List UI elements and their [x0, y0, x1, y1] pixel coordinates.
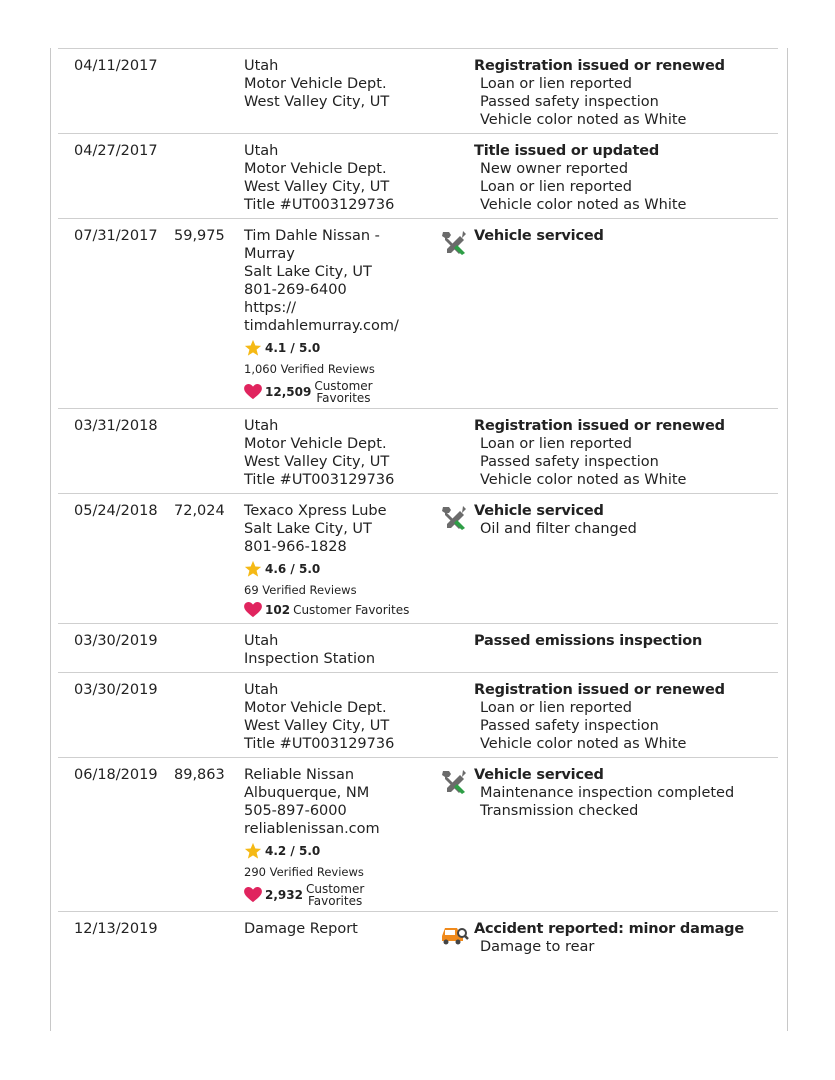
- favorites-label-line: Customer: [305, 882, 365, 896]
- history-row: [58, 494, 778, 624]
- record-date: 12/13/2019: [74, 921, 158, 937]
- source-line: Utah: [244, 418, 279, 434]
- favorites-label-line: Customer: [314, 379, 373, 393]
- source-line: 801-269-6400: [244, 282, 347, 298]
- source-line: Utah: [244, 633, 279, 649]
- damage-report-icon: [439, 922, 469, 946]
- source-line: Utah: [244, 682, 279, 698]
- rating-value: 4.2 / 5.0: [265, 844, 321, 858]
- event-title: Vehicle serviced: [474, 503, 604, 519]
- source-line: West Valley City, UT: [244, 179, 390, 195]
- verified-reviews[interactable]: 69 Verified Reviews: [244, 583, 357, 597]
- event-title: Vehicle serviced: [474, 767, 604, 783]
- source-line: Inspection Station: [244, 651, 376, 667]
- star-icon: [244, 560, 262, 578]
- record-source: [244, 920, 434, 956]
- record-odometer: [174, 681, 244, 753]
- favorites-label: [314, 380, 372, 404]
- event-detail: New owner reported: [480, 161, 629, 177]
- record-source: [244, 57, 434, 129]
- history-row: [58, 673, 778, 758]
- record-date: 03/30/2019: [74, 682, 158, 698]
- source-line: Utah: [244, 58, 279, 74]
- record-source: [244, 142, 434, 214]
- record-odometer: [174, 142, 244, 214]
- icon-cell: [434, 681, 474, 753]
- favorites-label-line: Favorites: [316, 391, 371, 405]
- icon-cell: [434, 57, 474, 129]
- heart-icon: [244, 384, 262, 400]
- icon-cell: [434, 632, 474, 668]
- record-odometer: [174, 920, 244, 956]
- record-source: [244, 681, 434, 753]
- event-detail: Passed safety inspection: [480, 718, 659, 734]
- record-date: 03/31/2018: [74, 418, 158, 434]
- favorites-label: [293, 604, 409, 616]
- source-line: Damage Report: [244, 921, 358, 937]
- customer-favorites: [244, 601, 434, 619]
- record-comments: [474, 920, 778, 956]
- event-detail: Loan or lien reported: [480, 76, 633, 92]
- rating: [244, 339, 434, 357]
- record-source: [244, 227, 434, 404]
- event-title: Passed emissions inspection: [474, 633, 703, 649]
- event-detail: Vehicle color noted as White: [480, 472, 687, 488]
- event-title: Accident reported: minor damage: [474, 921, 745, 937]
- event-detail: Loan or lien reported: [480, 436, 633, 452]
- source-line: Title #UT003129736: [244, 197, 395, 213]
- event-title: Registration issued or renewed: [474, 682, 725, 698]
- record-comments: [474, 632, 778, 668]
- favorites-count: 2,932: [265, 888, 303, 902]
- event-title: Registration issued or renewed: [474, 58, 725, 74]
- record-comments: [474, 57, 778, 129]
- source-line: Salt Lake City, UT: [244, 521, 372, 537]
- history-row: [58, 409, 778, 494]
- icon-cell: [434, 227, 474, 404]
- event-detail: Loan or lien reported: [480, 179, 633, 195]
- record-odometer: [174, 57, 244, 129]
- source-line: West Valley City, UT: [244, 94, 390, 110]
- record-odometer: 89,863: [174, 767, 225, 783]
- service-tools-icon: [439, 229, 469, 255]
- record-comments: [474, 142, 778, 214]
- source-line: Tim Dahle Nissan -: [244, 228, 380, 244]
- record-source: [244, 632, 434, 668]
- source-line: 801-966-1828: [244, 539, 347, 555]
- favorites-count: 102: [265, 603, 291, 617]
- history-row: [58, 758, 778, 912]
- favorites-label: [306, 883, 364, 907]
- history-row: [58, 624, 778, 673]
- history-row: [58, 912, 778, 960]
- history-row: [58, 48, 778, 134]
- source-line: Murray: [244, 246, 295, 262]
- service-tools-icon: [439, 504, 469, 530]
- record-source: [244, 766, 434, 907]
- favorites-count: 12,509: [265, 385, 312, 399]
- icon-cell: [434, 766, 474, 907]
- record-comments: [474, 681, 778, 753]
- customer-favorites: [244, 883, 434, 907]
- event-detail: Vehicle color noted as White: [480, 197, 687, 213]
- heart-icon: [244, 602, 262, 618]
- icon-cell: [434, 142, 474, 214]
- source-line: Salt Lake City, UT: [244, 264, 372, 280]
- verified-reviews[interactable]: 290 Verified Reviews: [244, 865, 364, 879]
- event-detail: Oil and filter changed: [480, 521, 637, 537]
- source-line: Utah: [244, 143, 279, 159]
- record-odometer: [174, 632, 244, 668]
- source-line: Albuquerque, NM: [244, 785, 370, 801]
- source-line: Title #UT003129736: [244, 736, 395, 752]
- event-detail: Transmission checked: [480, 803, 639, 819]
- source-line: 505-897-6000: [244, 803, 347, 819]
- event-detail: Passed safety inspection: [480, 454, 659, 470]
- history-row: [58, 219, 778, 409]
- record-comments: [474, 417, 778, 489]
- star-icon: [244, 842, 262, 860]
- source-line: Motor Vehicle Dept.: [244, 700, 387, 716]
- record-source: [244, 502, 434, 619]
- heart-icon: [244, 887, 262, 903]
- icon-cell: [434, 502, 474, 619]
- record-date: 07/31/2017: [74, 228, 158, 244]
- record-date: 03/30/2019: [74, 633, 158, 649]
- icon-cell: [434, 920, 474, 956]
- record-comments: [474, 227, 778, 404]
- source-line: Motor Vehicle Dept.: [244, 76, 387, 92]
- service-tools-icon: [439, 768, 469, 794]
- source-line: Title #UT003129736: [244, 472, 395, 488]
- rating-value: 4.6 / 5.0: [265, 562, 321, 576]
- source-line: Motor Vehicle Dept.: [244, 436, 387, 452]
- event-detail: Maintenance inspection completed: [480, 785, 735, 801]
- source-line: West Valley City, UT: [244, 718, 390, 734]
- customer-favorites: [244, 380, 434, 404]
- rating-value: 4.1 / 5.0: [265, 341, 321, 355]
- star-icon: [244, 339, 262, 357]
- event-detail: Passed safety inspection: [480, 94, 659, 110]
- record-source: [244, 417, 434, 489]
- record-comments: [474, 502, 778, 619]
- source-line: Reliable Nissan: [244, 767, 355, 783]
- event-title: Title issued or updated: [474, 143, 660, 159]
- source-line: timdahlemurray.com/: [244, 318, 399, 334]
- event-detail: Damage to rear: [480, 939, 595, 955]
- source-line: Texaco Xpress Lube: [244, 503, 387, 519]
- event-title: Vehicle serviced: [474, 228, 604, 244]
- source-line: West Valley City, UT: [244, 454, 390, 470]
- record-date: 04/27/2017: [74, 143, 158, 159]
- favorites-label-line: Customer Favorites: [293, 603, 410, 617]
- record-date: 05/24/2018: [74, 503, 158, 519]
- event-detail: Loan or lien reported: [480, 700, 633, 716]
- source-line: Motor Vehicle Dept.: [244, 161, 387, 177]
- source-line: https://: [244, 300, 296, 316]
- record-odometer: [174, 417, 244, 489]
- event-detail: Vehicle color noted as White: [480, 112, 687, 128]
- icon-cell: [434, 417, 474, 489]
- favorites-label-line: Favorites: [308, 894, 363, 908]
- rating: [244, 842, 434, 860]
- record-odometer: 59,975: [174, 228, 225, 244]
- event-detail: Vehicle color noted as White: [480, 736, 687, 752]
- verified-reviews[interactable]: 1,060 Verified Reviews: [244, 362, 375, 376]
- record-date: 06/18/2019: [74, 767, 158, 783]
- history-table: [58, 48, 778, 960]
- rating: [244, 560, 434, 578]
- record-comments: [474, 766, 778, 907]
- event-title: Registration issued or renewed: [474, 418, 725, 434]
- source-line: reliablenissan.com: [244, 821, 380, 837]
- record-odometer: 72,024: [174, 503, 225, 519]
- record-date: 04/11/2017: [74, 58, 158, 74]
- history-row: [58, 134, 778, 219]
